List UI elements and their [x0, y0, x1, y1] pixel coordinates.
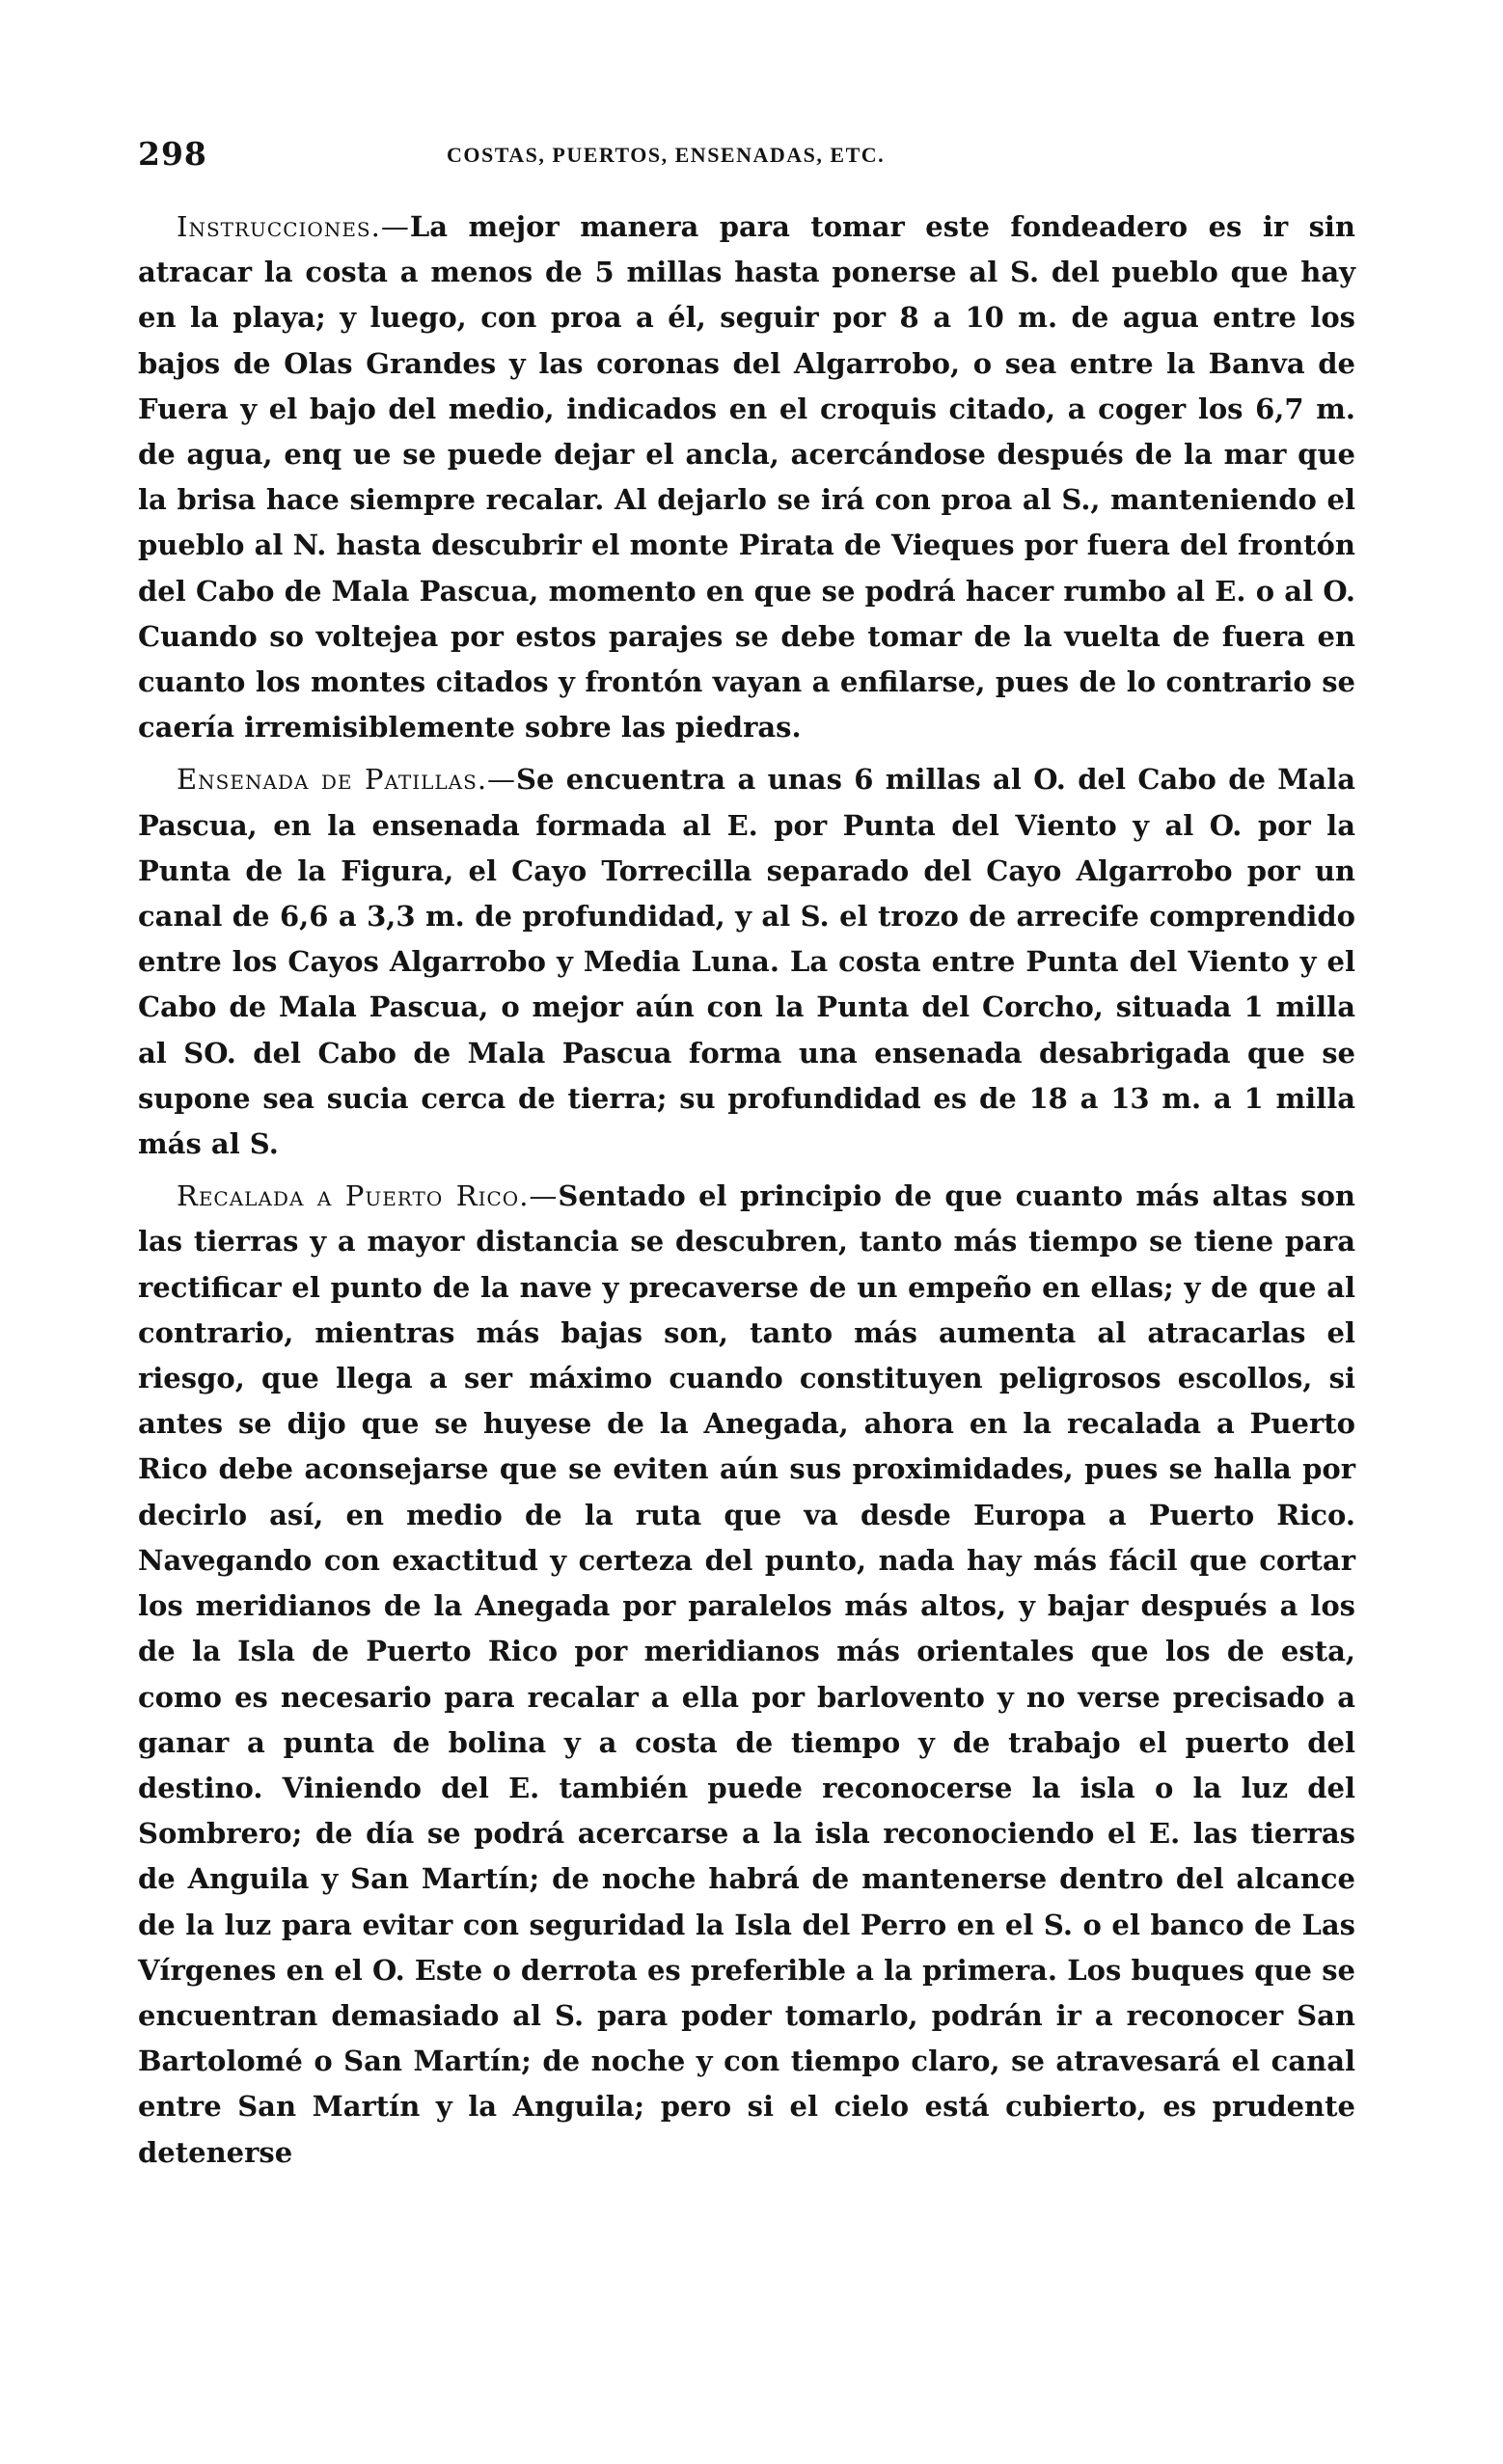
- running-title: COSTAS, PUERTOS, ENSENADAS, ETC.: [447, 143, 886, 167]
- paragraph-recalada-a-puerto-rico: [138, 1174, 1355, 2175]
- page-header: [138, 135, 1355, 193]
- paragraph-heading: Recalada a Puerto Rico.—: [177, 1179, 559, 1213]
- paragraph-ensenada-de-patillas: [138, 757, 1355, 1167]
- paragraph-text: Sentado el principio de que cuanto más altas son las tierras y a mayor distancia se descubren, tanto más tiempo se tiene para rectificar el punto de la nave y precaverse de un empeño en ellas; y de que al contrario, mientras más bajas son, tanto más aumenta al atracarlas el riesgo, que llega a ser máximo cuando constituyen peligrosos escollos, si antes se dijo que se huyese de la Anegada, ahora en la recalada a Puerto Rico debe aconsejarse que se eviten aún sus proximidades, pues se halla por decirlo así, en medio de la ruta que va desde Europa a Puerto Rico. Navegando con exactitud y certeza del punto, nada hay más fácil que cortar los meridianos de la Anegada por paralelos más altos, y bajar después a los de la Isla de Puerto Rico por meridianos más orientales que los de esta, como es necesario para recalar a ella por barlovento y no verse precisado a ganar a punta de bolina y a costa de tiempo y de trabajo el puerto del destino. Viniendo del E. también puede reconocerse la isla o la luz del Sombrero; de día se podrá acercarse a la isla reconociendo el E. las tierras de Anguila y San Martín; de noche habrá de mantenerse dentro del alcance de la luz para evitar con seguridad la Isla del Perro en el S. o el banco de Las Vírgenes en el O. Este o derrota es preferible a la primera. Los buques que se encuentran demasiado al S. para poder tomarlo, podrán ir a reconocer San Bartolomé o San Martín; de noche y con tiempo claro, se atravesará el canal entre San Martín y la Anguila; pero si el cielo está cubierto, es prudente detenerse: [138, 1179, 1356, 2169]
- paragraph-heading: Ensenada de Patillas.—: [177, 763, 517, 797]
- paragraph-heading: Instrucciones.—: [177, 210, 410, 243]
- paragraph-text: Se encuentra a unas 6 millas al O. del Cabo de Mala Pascua, en la ensenada formada al E. por Punta del Viento y al O. por la Punta de la Figura, el Cayo Torrecilla separado del Cayo Algarrobo por un canal de 6,6 a 3,3 m. de profundidad, y al S. el trozo de arrecife comprendido entre los Cayos Algarrobo y Media Luna. La costa entre Punta del Viento y el Cabo de Mala Pascua, o mejor aún con la Punta del Corcho, situada 1 milla al SO. del Cabo de Mala Pascua forma una ensenada desabrigada que se supone sea sucia cerca de tierra; su profundidad es de 18 a 13 m. a 1 milla más al S.: [138, 763, 1355, 1161]
- paragraph-instrucciones: [138, 204, 1355, 750]
- paragraph-text: La mejor manera para tomar este fondeadero es ir sin atracar la costa a menos de 5 millas hasta ponerse al S. del pueblo que hay en la playa; y luego, con proa a él, seguir por 8 a 10 m. de agua entre los bajos de Olas Grandes y las coronas del Algarrobo, o sea entre la Banva de Fuera y el bajo del medio, indicados en el croquis citado, a coger los 6,7 m. de agua, enq ue se puede dejar el ancla, acercándose después de la mar que la brisa hace siempre recalar. Al dejarlo se irá con proa al S., manteniendo el pueblo al N. hasta descubrir el monte Pirata de Vieques por fuera del frontón del Cabo de Mala Pascua, momento en que se podrá hacer rumbo al E. o al O. Cuando so voltejea por estos parajes se debe tomar de la vuelta de fuera en cuanto los montes citados y frontón vayan a enfilarse, pues de lo contrario se caería irremisiblemente sobre las piedras.: [138, 210, 1355, 745]
- book-page: [138, 135, 1355, 2182]
- page-number: 298: [138, 135, 207, 173]
